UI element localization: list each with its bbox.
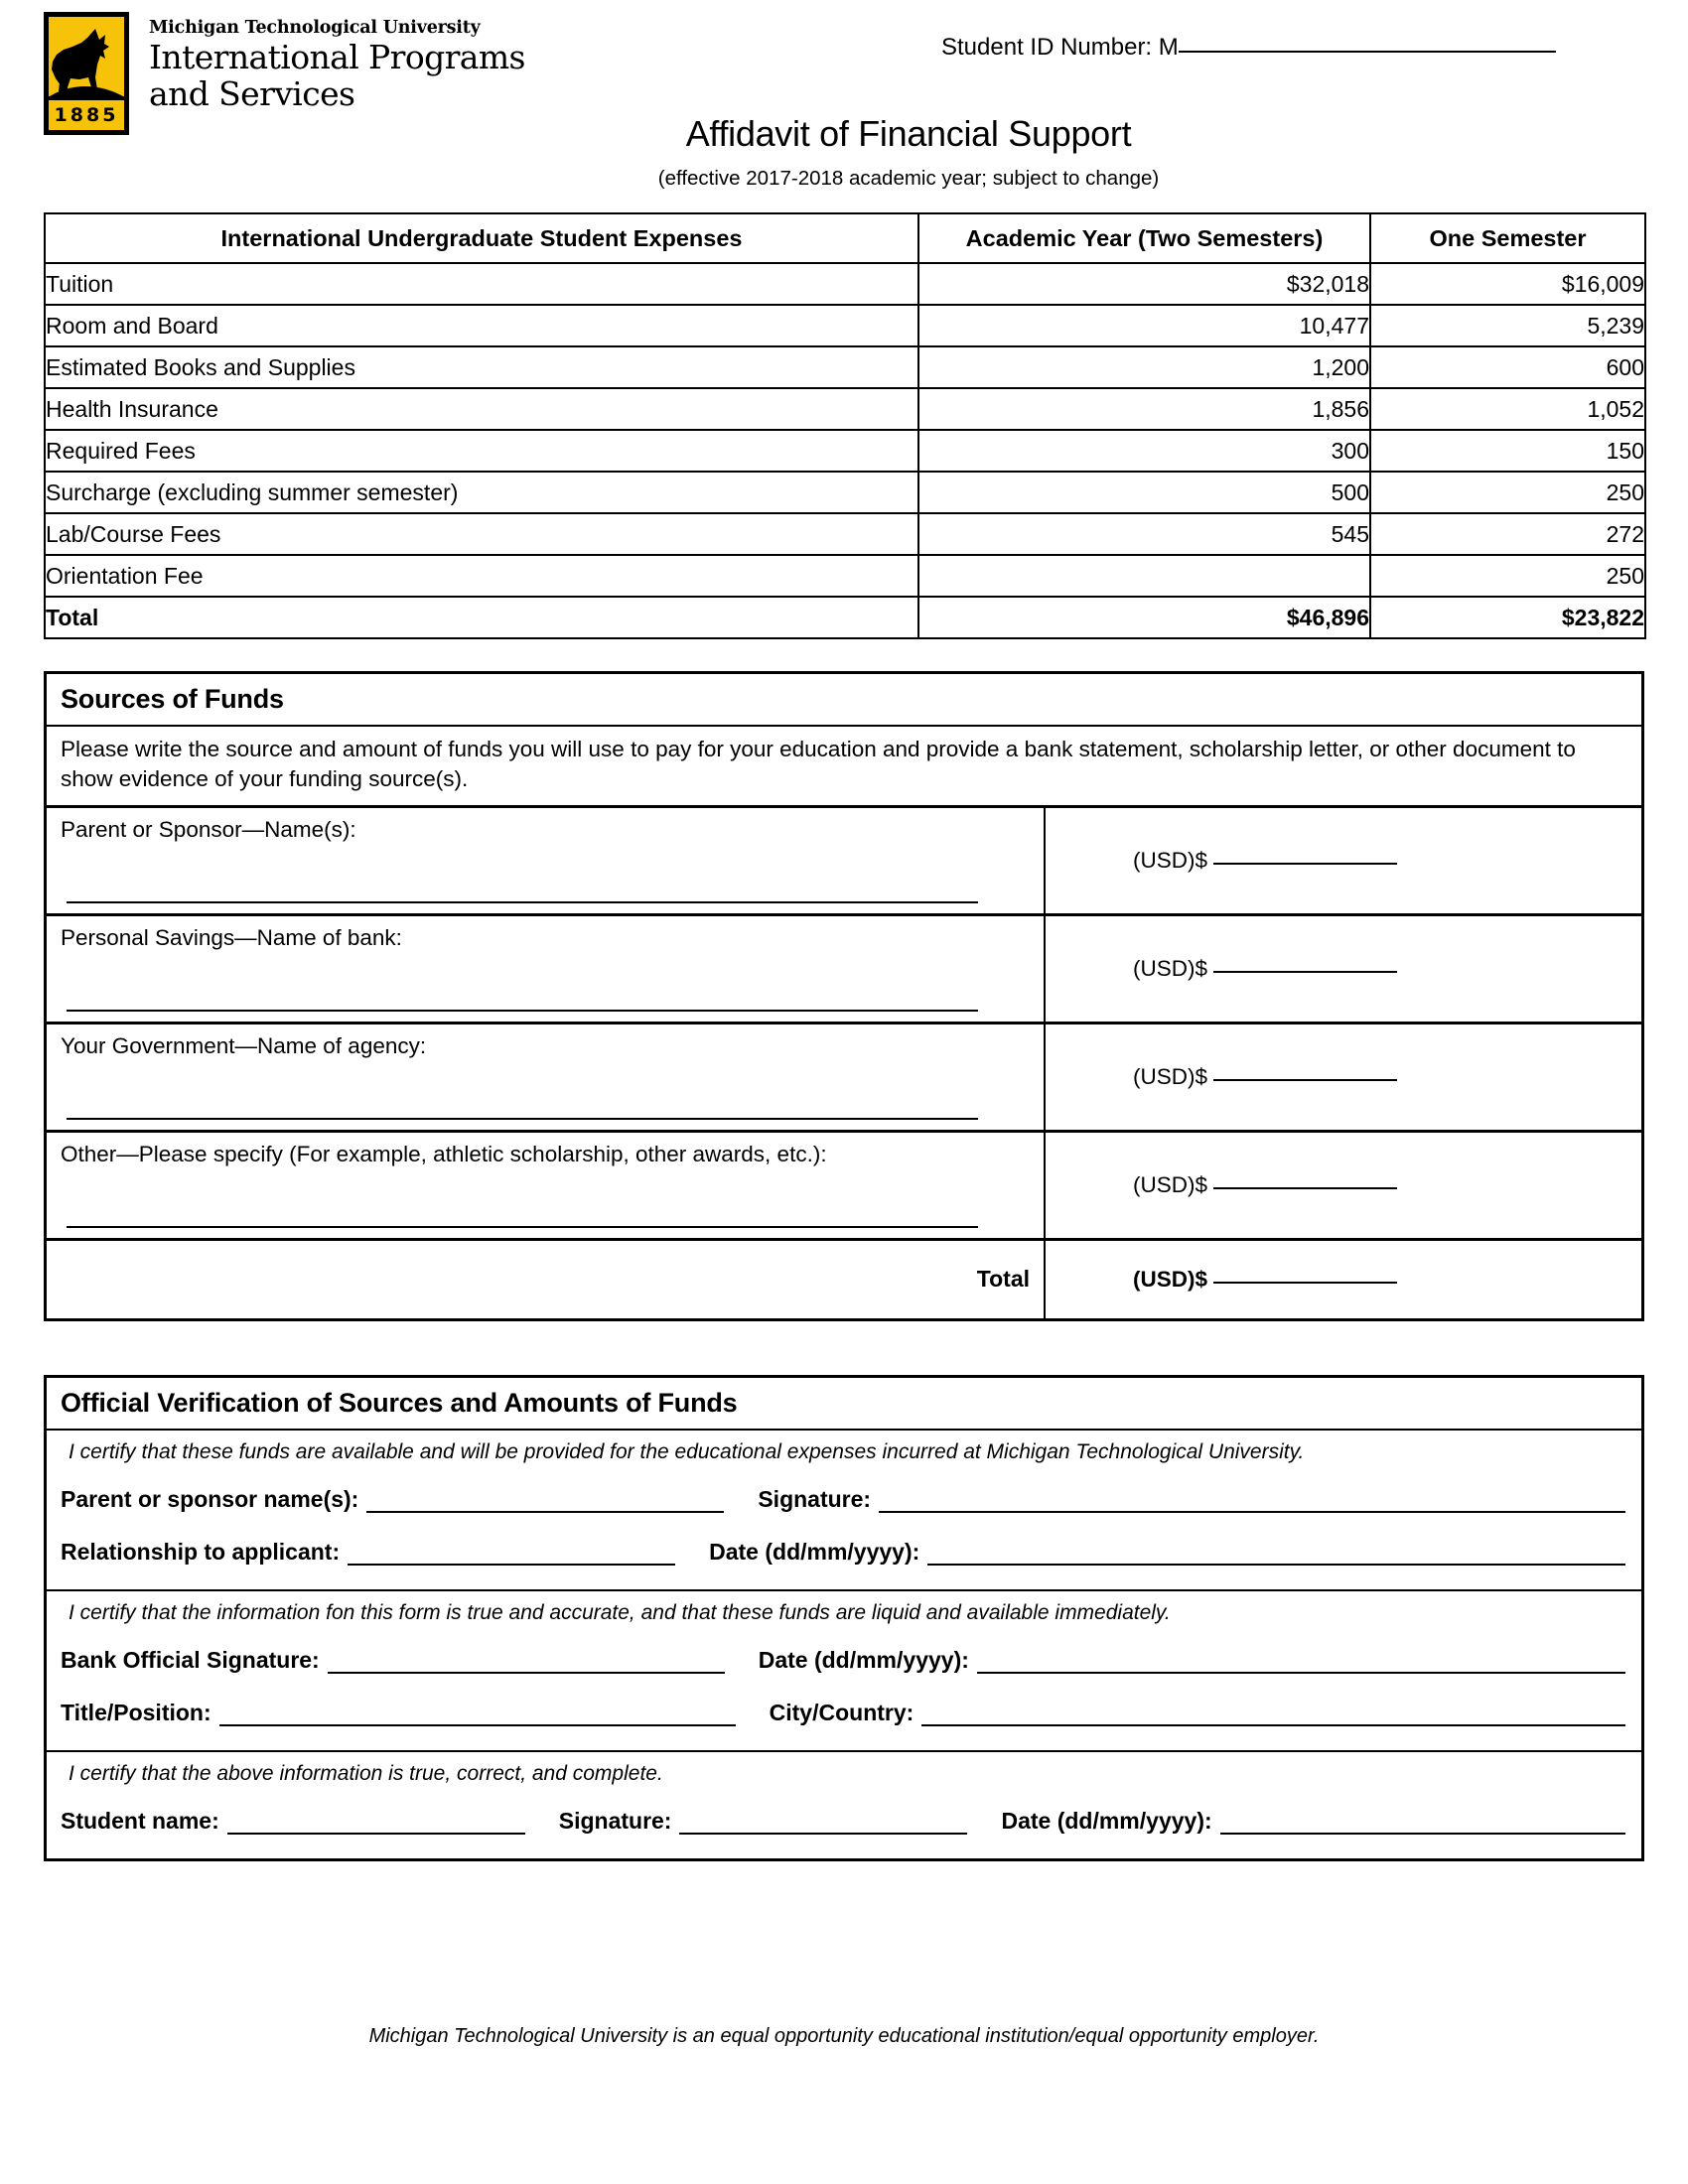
expense-semester-value: 5,239 — [1370, 305, 1645, 346]
column-header-one-semester: One Semester — [1370, 213, 1645, 263]
currency-label: (USD)$ — [1133, 847, 1208, 873]
verification-block-sponsor — [47, 1431, 1641, 1591]
expense-year-value: 500 — [918, 472, 1370, 513]
sponsor-date-input[interactable] — [927, 1544, 1625, 1566]
total-label: Total — [45, 597, 918, 638]
expense-label: Orientation Fee — [45, 555, 918, 597]
official-verification-title: Official Verification of Sources and Amounts of Funds — [47, 1378, 1641, 1431]
sponsor-signature-input[interactable] — [879, 1491, 1625, 1513]
table-row — [45, 346, 1645, 388]
expense-label: Lab/Course Fees — [45, 513, 918, 555]
expense-label: Room and Board — [45, 305, 918, 346]
page-subtitle: (effective 2017-2018 academic year; subject to change) — [657, 167, 1160, 190]
fund-source-name-input[interactable] — [67, 1010, 978, 1012]
student-name-input[interactable] — [227, 1813, 525, 1835]
fund-source-name-input[interactable] — [67, 1226, 978, 1228]
fund-source-left — [47, 1133, 1046, 1238]
student-signature-input[interactable] — [679, 1813, 967, 1835]
fund-source-row-government — [47, 1024, 1641, 1133]
fund-total-right — [1046, 1241, 1641, 1318]
table-row — [45, 472, 1645, 513]
fund-amount-field[interactable] — [1133, 956, 1397, 982]
expense-label: Surcharge (excluding summer semester) — [45, 472, 918, 513]
verification-block-student — [47, 1752, 1641, 1858]
fund-source-right — [1046, 808, 1641, 913]
currency-label: (USD)$ — [1133, 1063, 1208, 1089]
relationship-row — [61, 1539, 1625, 1566]
bank-signature-row — [61, 1647, 1625, 1674]
fund-total-label: Total — [47, 1241, 1046, 1318]
certification-statement: I certify that the above information is true, correct, and complete. — [69, 1762, 663, 1785]
expense-semester-value: $16,009 — [1370, 263, 1645, 305]
logo-wordmark — [149, 12, 525, 113]
fund-total-row — [47, 1241, 1641, 1318]
fund-source-row-other — [47, 1133, 1641, 1241]
currency-label: (USD)$ — [1133, 1171, 1208, 1197]
sources-of-funds-instructions: Please write the source and amount of funds you will use to pay for your education and provide a bank statement, scholarship letter, or other document to show evidence of your funding source(s). — [47, 727, 1641, 808]
sponsor-signature-label: Signature: — [758, 1486, 872, 1512]
official-verification-section — [44, 1375, 1644, 1861]
table-header-row — [45, 213, 1645, 263]
table-row — [45, 513, 1645, 555]
table-row — [45, 388, 1645, 430]
fund-source-left — [47, 916, 1046, 1022]
expense-semester-value: 272 — [1370, 513, 1645, 555]
student-id-blank-line[interactable] — [1179, 51, 1556, 53]
fund-source-label: Your Government—Name of agency: — [61, 1032, 427, 1058]
logo-year-label: 1885 — [49, 96, 124, 130]
table-total-row — [45, 597, 1645, 638]
expense-year-value: 1,856 — [918, 388, 1370, 430]
currency-label: (USD)$ — [1133, 955, 1208, 981]
footer-disclaimer: Michigan Technological University is an equal opportunity educational institution/equal opportunity employer. — [368, 2025, 1320, 2047]
title-position-label: Title/Position: — [61, 1700, 211, 1725]
fund-source-left — [47, 1024, 1046, 1130]
expense-semester-value: 600 — [1370, 346, 1645, 388]
total-year-value: $46,896 — [918, 597, 1370, 638]
table-row — [45, 555, 1645, 597]
fund-source-label: Parent or Sponsor—Name(s): — [61, 816, 356, 842]
parent-sponsor-name-label: Parent or sponsor name(s): — [61, 1486, 359, 1512]
title-position-row — [61, 1700, 1625, 1726]
expense-label: Estimated Books and Supplies — [45, 346, 918, 388]
relationship-label: Relationship to applicant: — [61, 1539, 341, 1565]
fund-amount-blank-line[interactable] — [1213, 1187, 1397, 1189]
verification-block-bank — [47, 1591, 1641, 1752]
fund-amount-blank-line[interactable] — [1213, 971, 1397, 973]
table-row — [45, 430, 1645, 472]
fund-total-amount-field[interactable] — [1133, 1267, 1397, 1293]
fund-source-label: Other—Please specify (For example, athletic scholarship, other awards, etc.): — [61, 1141, 827, 1166]
fund-amount-field[interactable] — [1133, 1064, 1397, 1090]
currency-label: (USD)$ — [1133, 1266, 1208, 1292]
expense-label: Required Fees — [45, 430, 918, 472]
sources-of-funds-title: Sources of Funds — [47, 674, 1641, 727]
expense-semester-value: 250 — [1370, 472, 1645, 513]
fund-amount-field[interactable] — [1133, 848, 1397, 874]
student-date-input[interactable] — [1220, 1813, 1625, 1835]
fund-source-right — [1046, 916, 1641, 1022]
department-name-line1: International Programs — [149, 38, 525, 77]
bank-official-signature-label: Bank Official Signature: — [61, 1647, 320, 1673]
fund-amount-field[interactable] — [1133, 1172, 1397, 1198]
table-row — [45, 305, 1645, 346]
expense-year-value: 300 — [918, 430, 1370, 472]
city-country-input[interactable] — [921, 1705, 1625, 1726]
relationship-input[interactable] — [348, 1544, 675, 1566]
fund-source-label: Personal Savings—Name of bank: — [61, 924, 402, 950]
sponsor-date-label: Date (dd/mm/yyyy): — [709, 1539, 920, 1565]
title-position-input[interactable] — [219, 1705, 736, 1726]
expense-semester-value: 1,052 — [1370, 388, 1645, 430]
certification-statement: I certify that these funds are available and will be provided for the educational expenses incurred at Michigan Technological University. — [69, 1440, 1305, 1463]
fund-source-name-input[interactable] — [67, 901, 978, 903]
student-id-label: Student ID Number: M — [941, 34, 1179, 61]
column-header-expenses: International Undergraduate Student Expenses — [45, 213, 918, 263]
expense-table — [44, 212, 1646, 639]
expense-label: Health Insurance — [45, 388, 918, 430]
fund-total-blank-line[interactable] — [1213, 1282, 1397, 1284]
parent-sponsor-name-input[interactable] — [366, 1491, 724, 1513]
document-header — [0, 0, 1688, 199]
expense-label: Tuition — [45, 263, 918, 305]
fund-source-left — [47, 808, 1046, 913]
bank-official-signature-input[interactable] — [328, 1652, 725, 1674]
university-name: Michigan Technological University — [149, 18, 481, 38]
parent-sponsor-name-row — [61, 1486, 1625, 1513]
sources-of-funds-section — [44, 671, 1644, 1321]
city-country-label: City/Country: — [769, 1700, 914, 1725]
fund-source-row-parent — [47, 808, 1641, 916]
fund-amount-blank-line[interactable] — [1213, 1079, 1397, 1081]
expense-year-value: 545 — [918, 513, 1370, 555]
column-header-academic-year: Academic Year (Two Semesters) — [918, 213, 1370, 263]
bank-date-input[interactable] — [977, 1652, 1625, 1674]
total-semester-value: $23,822 — [1370, 597, 1645, 638]
expense-semester-value: 150 — [1370, 430, 1645, 472]
fund-source-right — [1046, 1133, 1641, 1238]
fund-amount-blank-line[interactable] — [1213, 863, 1397, 865]
fund-source-name-input[interactable] — [67, 1118, 978, 1120]
expense-year-value — [918, 555, 1370, 597]
fund-source-row-savings — [47, 916, 1641, 1024]
husky-wolf-icon — [49, 19, 124, 102]
student-signature-label: Signature: — [558, 1808, 672, 1834]
expense-table-wrapper — [44, 212, 1644, 639]
fund-source-right — [1046, 1024, 1641, 1130]
expense-year-value: 10,477 — [918, 305, 1370, 346]
page-title: Affidavit of Financial Support — [685, 113, 1132, 154]
student-name-label: Student name: — [61, 1808, 219, 1834]
expense-semester-value: 250 — [1370, 555, 1645, 597]
student-id-field[interactable] — [941, 34, 1556, 62]
bank-date-label: Date (dd/mm/yyyy): — [758, 1647, 969, 1673]
expense-year-value: $32,018 — [918, 263, 1370, 305]
certification-statement: I certify that the information fon this form is true and accurate, and that these funds are liquid and available immediately. — [69, 1601, 1171, 1624]
student-name-row — [61, 1808, 1625, 1835]
department-name-line2: and Services — [149, 73, 355, 113]
student-date-label: Date (dd/mm/yyyy): — [1001, 1808, 1212, 1834]
table-row — [45, 263, 1645, 305]
expense-year-value: 1,200 — [918, 346, 1370, 388]
